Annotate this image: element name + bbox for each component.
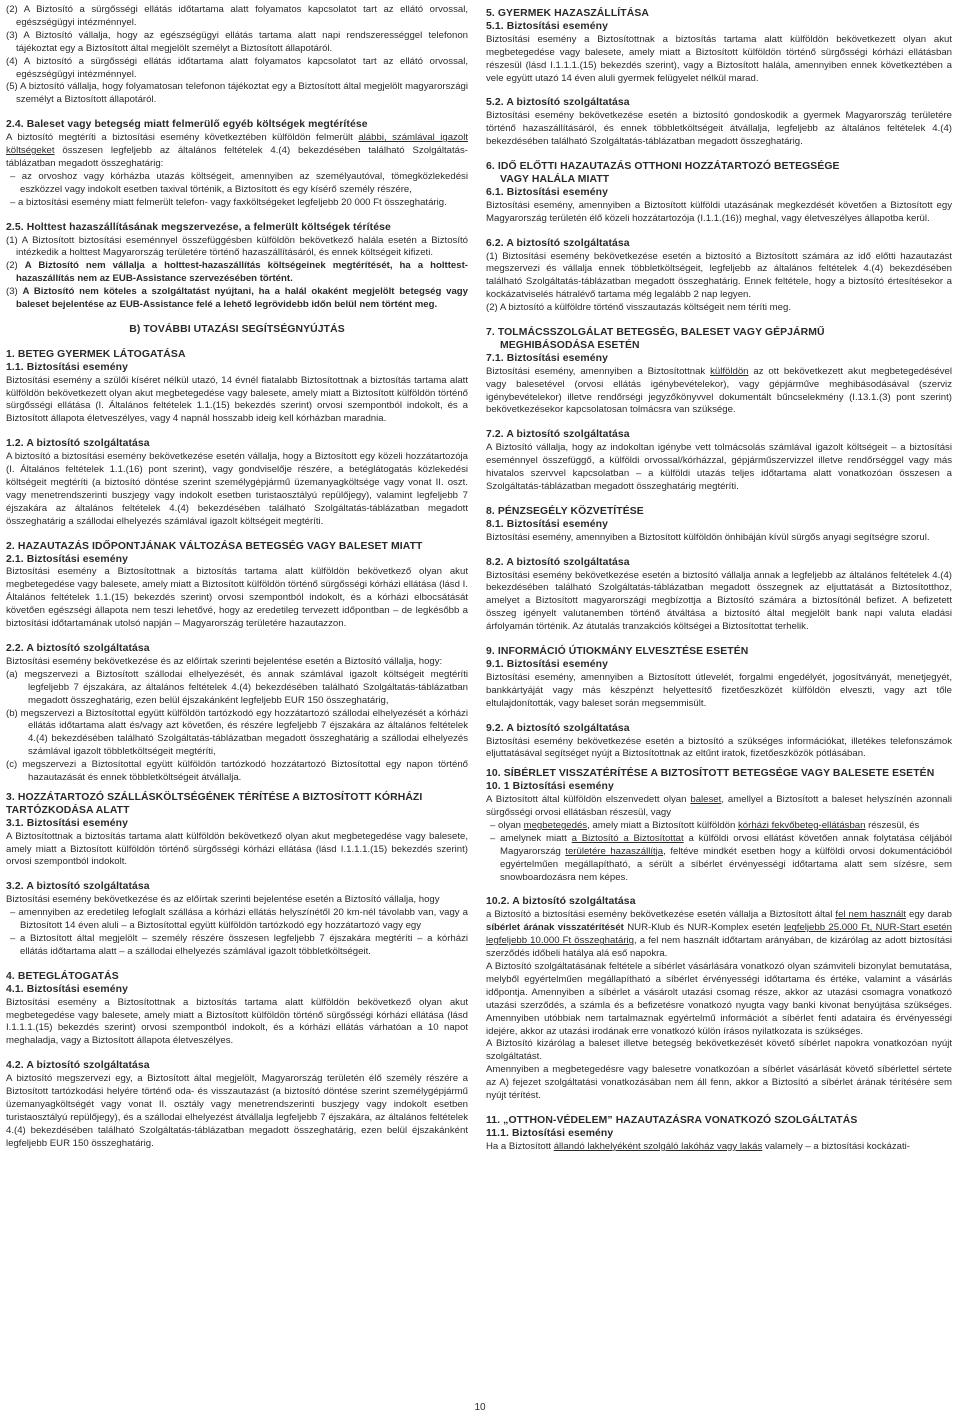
subsection-heading: 7.2. A biztosító szolgáltatása: [486, 429, 630, 441]
subsection-heading: 8.2. A biztosító szolgáltatása: [486, 556, 630, 568]
paragraph: (3) A Biztosító vállalja, hogy az egészségügyi ellátás tartama alatt napi rendszerességgel telefonon tájékoztat egy a Biztosított által megjelölt személyt a Biztosított állapotáról.: [6, 29, 468, 54]
subsection-heading: 6.1. Biztosítási esemény: [486, 186, 608, 198]
paragraph: A Biztosító vállalja, hogy az indokoltan igénybe vett tolmácsolás számlával igazolt költségeit – a biztosítási eseménnyel összefüggő, a külföldi orvossal/kórházzal, gépjárműszervizzel illetve rendőrséggel vagy más hivatalos szervvel kapcsolatban – a külföldi utazás teljes időtartama alatt vonatkozóan összesen a Szolgáltatás-táblázatban megadott összeghatárig megtéríti.: [486, 442, 952, 492]
list-item: – a Biztosított által megjelölt – személy részére összesen legfeljebb 7 éjszakára megtéríti – a kórházi ellátás időtartama alatt – a szállodai elhelyezés számlával igazolt többletköltségeit.: [10, 933, 468, 957]
paragraph: (3) A Biztosító nem köteles a szolgáltatást nyújtani, ha a halál okaként megjelölt betegség vagy baleset bejelentése az EUB-Assistance felé a lehető legrövidebb időn belül nem történt meg.: [6, 286, 469, 311]
chapter-heading: B) TOVÁBBI UTAZÁSI SEGÍTSÉGNYÚJTÁS: [129, 323, 345, 335]
paragraph: (2) A biztosító a külföldre történő visszautazás költségeit nem téríti meg.: [486, 302, 792, 314]
paragraph: A Biztosított által külföldön elszenvedett olyan baleset, amellyel a Biztosított a baleset helyszínén azonnali sürgősségi orvosi ellátásban részesül, vagy: [486, 794, 952, 819]
paragraph: Biztosítási esemény, amennyiben a Biztosítottnak külföldön az ott bekövetkezett akut megbetegedésével vagy balesetével (orvosi ellátás igénybevételekor), vagy gépjárműve meghibásodásával (szerviz igénybevételekor) illetve rendőrségi jegyzőkönyvvel dokumentált bűncselekmény (I.13.1.(3) pont szerint) bekövetkezésekor kapcsolatosan tolmácsra van szüksége.: [486, 365, 952, 416]
section-heading: 3. HOZZÁTARTOZÓ SZÁLLÁSKÖLTSÉGÉNEK TÉRÍTÉSE A BIZTOSÍTOTT KÓRHÁZI: [6, 791, 423, 803]
list-item: – olyan megbetegedés, amely miatt a Biztosított külföldön kórházi fekvőbeteg-ellátásban részesül, és: [490, 819, 920, 831]
subsection-heading: 2.2. A biztosító szolgáltatása: [6, 642, 150, 654]
page-number: 10: [474, 1402, 486, 1413]
paragraph: A biztosító megtéríti a biztosítási esemény következtében külföldön felmerült alábbi, számlával igazolt költségeket összesen legfeljebb az általános feltételek 4.(4) bekezdésében található Szolgáltatás-táblázatban megadott összeghatárig:: [6, 132, 468, 169]
paragraph: Biztosítási esemény bekövetkezése esetén a biztosító gondoskodik a gyermek Magyarország területére történő hazaszállításáról, és ennek többletköltségeit átvállalja, legfeljebb az általános feltételek 4.(4) bekezdésében található Szolgáltatás-táblázatban megadott összeghatárig.: [486, 110, 952, 148]
section-heading-continued: TARTÓZKODÁSA ALATT: [6, 804, 130, 816]
paragraph: (2) A Biztosító a sürgősségi ellátás időtartama alatt folyamatos kapcsolatot tart az ellátó orvossal, egészségügyi intézménnyel.: [6, 4, 468, 28]
subsection-heading: 3.1. Biztosítási esemény: [6, 817, 128, 829]
paragraph: (4) A biztosító a sürgősségi ellátás időtartama alatt folyamatos kapcsolatot tart az ellátó orvossal, egészségügyi intézménnyel.: [6, 55, 468, 80]
subsection-heading: 3.2. A biztosító szolgáltatása: [6, 881, 150, 893]
section-heading: 2.5. Holttest hazaszállításának megszervezése, a felmerült költségek térítése: [6, 221, 391, 233]
paragraph: A Biztosító szolgáltatásának feltétele a síbérlet vásárlására vonatkozó olyan számviteli bizonylat bemutatása, melyből egyértelműen megállapítható a síbérlet érvényességi időtartama és értéke, valamint a vásárlás időpontja. Amennyiben a síbérlet a vásárolt utazási csomag része, akkor az utazási csomagra vonatkozó utazási szerződés, a számla és a befizetésre vonatkozó nyugta vagy banki kivonat benyújtása szükséges. Amennyiben utóbbiak nem tartalmaznak egyértelmű információt a síbérlet fenti adataira és érvényességi idejére, akkor az utazási irodának erre vonatkozó külön írásos nyilatkozata is szükséges.: [486, 961, 952, 1037]
list-item: (b) megszervezi a Biztosítottal együtt külföldön tartózkodó egy hozzátartozó szállodai elhelyezését a kórházi ellátás időtartama alatt és/vagy azt követően, és részére legfeljebb 7 éjszakára az általános feltételek 4.(4) bekezdésében található Szolgáltatás-táblázatban megadott összeghatárig a szállodai elhelyezés számlával igazolt többletköltségeit megtéríti,: [6, 707, 468, 758]
list-item: (a) megszervezi a Biztosított szállodai elhelyezését, és annak számlával igazolt költségeit megtéríti legfeljebb 7 éjszakára, az általános feltételek 4.(4) bekezdésében található Szolgáltatás-táblázatban megadott összeghatárig, ezen belül éjszakánként legfeljebb EUR 150 összeghatárig,: [6, 668, 468, 706]
subsection-heading: 7.1. Biztosítási esemény: [486, 352, 608, 364]
subsection-heading: 5.2. A biztosító szolgáltatása: [486, 97, 630, 109]
paragraph: Ha a Biztosított állandó lakhelyéként szolgáló lakóház vagy lakás valamely – a biztosítási kockázati-: [486, 1140, 910, 1152]
left-column: [6, 4, 468, 1151]
subsection-heading: 2.1. Biztosítási esemény: [6, 553, 128, 565]
subsection-heading: 1.2. A biztosító szolgáltatása: [6, 438, 150, 450]
section-heading: 7. TOLMÁCSSZOLGÁLAT BETEGSÉG, BALESET VAGY GÉPJÁRMŰ: [486, 327, 825, 339]
subsection-heading: 11.1. Biztosítási esemény: [486, 1127, 614, 1139]
right-column: [486, 8, 952, 1154]
section-heading: 2.4. Baleset vagy betegség miatt felmerülő egyéb költségek megtérítése: [6, 119, 368, 131]
subsection-heading: 4.2. A biztosító szolgáltatása: [6, 1060, 150, 1072]
subsection-heading: 5.1. Biztosítási esemény: [486, 20, 608, 32]
list-item: – a biztosítási esemény miatt felmerült telefon- vagy faxköltségeket legfeljebb 20 000 Ft összeghatárig.: [10, 196, 447, 208]
paragraph: Amennyiben a megbetegedésre vagy balesetre vonatkozóan a síbérlet vásárlását követő síbérlettel sértete az A) fejezet szolgáltatási vonatkozásában nem áll fenn, akkor a Biztosító a síbérlet árának térítésére sem nyújt térítést.: [486, 1064, 952, 1102]
section-heading: 2. HAZAUTAZÁS IDŐPONTJÁNAK VÁLTOZÁSA BETEGSÉG VAGY BALESET MIATT: [6, 540, 423, 552]
section-heading-continued: VAGY HALÁLA MIATT: [500, 173, 610, 185]
paragraph: a Biztosító a biztosítási esemény bekövetkezése esetén vállalja a Biztosított által fel nem használt egy darab síbérlet árának visszatérítését NUR-Klub és NUR-Komplex esetén legfeljebb 25.000 Ft, NUR-Start esetén legfeljebb 10.000 Ft összeghatárig, a fel nem használt időtartam arányában, de kizárólag az adott biztosítási szerződés időbeli hatálya alá eső napokra.: [486, 909, 953, 960]
list-item: – az orvoshoz vagy kórházba utazás költségeit, amennyiben az személyautóval, tömegközlekedési eszközzel vagy indokolt esetben taxival történik, a Biztosított és egy kísérő személy részére,: [10, 170, 468, 195]
section-heading: 10. SÍBÉRLET VISSZATÉRÍTÉSE A BIZTOSÍTOTT BETEGSÉGE VAGY BALESETE ESETÉN: [486, 768, 935, 780]
subsection-heading: 9.2. A biztosító szolgáltatása: [486, 722, 630, 734]
paragraph: (2) A Biztosító nem vállalja a holttest-hazaszállítás költségeinek megtérítését, ha a holttest-hazaszállítás nem az EUB-Assistance szervezésében történt.: [6, 260, 468, 285]
subsection-heading: 10.2. A biztosító szolgáltatása: [486, 896, 636, 908]
paragraph: Biztosítási esemény bekövetkezése esetén a biztosító a szükséges információkat, illetékes telefonszámok eljuttatásával segítséget nyújt a Biztosítottnak az eltűnt iratok, fizetőeszközök pótlásában.: [486, 735, 952, 760]
paragraph: Biztosítási esemény, amennyiben a Biztosított külföldön önhibáján kívül sürgős anyagi segítségre szorul.: [486, 531, 930, 543]
paragraph: Biztosítási esemény bekövetkezése és az előírtak szerinti bejelentése esetén a Biztosító vállalja, hogy:: [6, 655, 443, 667]
paragraph: (1) A Biztosított biztosítási eseménnyel összefüggésben külföldön bekövetkező halála esetén a Biztosító intézkedik a holttest Magyarország területére történő hazaszállításáról, és ennek költségeit kifizeti.: [6, 234, 468, 259]
paragraph: Biztosítási esemény, amennyiben a Biztosított külföldi utazásának megkezdését követően a Biztosított egy Magyarország területén élő közeli hozzátartozója (I.1.1.(16)) meghal, vagy életveszélyes állapotba kerül.: [486, 199, 952, 224]
section-heading: 4. BETEGLÁTOGATÁS: [6, 970, 119, 982]
subsection-heading: 1.1. Biztosítási esemény: [6, 361, 128, 373]
section-heading-continued: MEGHIBÁSODÁSA ESETÉN: [500, 339, 640, 351]
list-item: (c) megszervezi a Biztosítottal együtt külföldön tartózkodó hozzátartozó Biztosítottal egy napon történő hazautazását és ennek többletköltségeit átvállalja.: [6, 759, 468, 784]
paragraph: A Biztosító kizárólag a baleset illetve betegség bekövetkezését követő síbérlet napokra vonatkozóan nyújt szolgáltatást.: [486, 1038, 952, 1063]
paragraph: A Biztosítottnak a biztosítás tartama alatt külföldön bekövetkező olyan akut megbetegedése vagy balesete, amely miatt a Biztosított külföldön történő sürgősségi kórházi ellátása (lásd I.1.1.1.(15) bekezdés szerint) orvosi szempontból indokolt.: [6, 830, 468, 868]
paragraph: Biztosítási esemény bekövetkezése esetén a biztosító vállalja annak a legfeljebb az általános feltételek 4.(4) bekezdésében található Szolgáltatás-táblázatban megadott összegnek az eljuttatását a Biztosítotthoz, amelyet a Biztosított magyarországi megbízottja a Biztosító számára a biztosítónál befizet. A befizetett összeg igényelt valutanemben történő átváltása a biztosító által megjelölt bank napi valuta eladási árfolyamán történik. Az átutalás tranzakciós költségei a Biztosítottat terhelik.: [486, 569, 952, 633]
paragraph: A biztosító megszervezi egy, a Biztosított által megjelölt, Magyarország területén élő személy részére a Biztosított tartózkodási helyére történő oda- és visszautazást (a biztosító döntése szerint személygépjármű üzemanyagköltségét vagy vonat II. osztály vagy menetrendszerinti buszjegy vagy indokolt esetben turistaosztályú repülőjegy), és a szállodai elhelyezést átvállalja legfeljebb 7 éjszakára, az általános feltételek 4.(4) bekezdésében található Szolgáltatás-táblázatban megadott összeghatárig, ezen belül éjszakánként legfeljebb EUR 150 összeghatárig.: [6, 1073, 468, 1149]
subsection-heading: 4.1. Biztosítási esemény: [6, 983, 128, 995]
subsection-heading: 6.2. A biztosító szolgáltatása: [486, 237, 630, 249]
section-heading: 8. PÉNZSEGÉLY KÖZVETÍTÉSE: [486, 505, 644, 517]
section-heading: 11. „OTTHON-VÉDELEM” HAZAUTAZÁSRA VONATKOZÓ SZOLGÁLTATÁS: [486, 1114, 858, 1126]
list-item: – amelynek miatt a Biztosító a Biztosítottat a külföldi orvosi ellátást követően annak folytatása céljából Magyarország területére hazaszállítja, feltéve mindkét esetben hogy a külföldi orvosi dokumentációból egyértelműen megállapítható, a sérült a síbérlet érvényességi időtartama alatt sem sízésre, sem snowboardozásra nem képes.: [490, 832, 953, 883]
paragraph: Biztosítási esemény a Biztosítottnak a biztosítás tartama alatt külföldön bekövetkezett olyan akut megbetegedése vagy balesete, amely miatt a Biztosított külföldön történő sürgősségi kórházi ellátásban részesül (lásd I.1.1.1.(15) bekezdés szerint), vagy a Biztosított halála, amennyiben ennek következtében a vele együtt utazó 14 éven aluli gyermek felügyelet nélkül marad.: [486, 33, 952, 84]
paragraph: Biztosítási esemény bekövetkezése és az előírtak szerinti bejelentése esetén a Biztosító vállalja, hogy: [6, 894, 440, 906]
section-heading: 9. INFORMÁCIÓ ÚTIOKMÁNY ELVESZTÉSE ESETÉN: [486, 646, 749, 658]
paragraph: Biztosítási esemény a Biztosítottnak a biztosítás tartama alatt külföldön bekövetkező olyan akut megbetegedése vagy balesete, amely miatt a Biztosított külföldön történő sürgősségi kórházi ellátása (lásd I. Általános feltételek 1.1.(15) bekezdés szerint) orvosi szempontból indokolt, és a kórházi elbocsátását követően egészségi állapota nem teszi lehetővé, hogy az eredetileg tervezett időpontban – de legkésőbb a biztosítási időtartamának utolsó napján – Magyarország területére hazautazzon.: [6, 566, 468, 630]
paragraph: (1) Biztosítási esemény bekövetkezése esetén a biztosító a Biztosított számára az idő előtti hazautazást megszervezi és vállalja ennek többletköltségeit, legfeljebb az általános feltételek 4.(4) bekezdésében található Szolgáltatás-táblázatban megadott összeghatárig. Ennek feltétele, hogy a biztosító értesítésekor a kockázatviselés hátralévő tartama még legalább 2 nap legyen.: [486, 250, 952, 301]
paragraph: A biztosító a biztosítási esemény bekövetkezése esetén vállalja, hogy a Biztosított egy közeli hozzátartozója (I. Általános feltételek 1.1.(16) pont szerint), vagy gondviselője részére, a betéglátogatás közlekedési költségeit megtéríti (a biztosító döntése szerint személygépjármű üzemanyagköltsége vagy vonat II. oszt. vagy menetrendszerinti buszjegy vagy indokolt esetben turistaosztályú repülőjegy), valamint legfeljebb 7 éjszakára az általános feltételek 4.(4) bekezdésében található Szolgáltatás-táblázatban megadott összeghatárig a szállodai elhelyezés számlával igazolt költségeit megtéríti.: [6, 451, 468, 527]
subsection-heading: 9.1. Biztosítási esemény: [486, 658, 608, 670]
list-item: – amennyiben az eredetileg lefoglalt szállása a kórházi ellátás helyszínétől 20 km-nél távolabb van, vagy a Biztosított 14 éven aluli – a Biztosítottal együtt külföldön tartózkodó egy hozzátartozó vagy egy: [10, 907, 468, 932]
paragraph: (5) A biztosító vállalja, hogy folyamatosan telefonon tájékoztat egy a Biztosított által megjelölt magyarországi személyt a Biztosított állapotáról.: [6, 81, 468, 106]
paragraph: Biztosítási esemény a Biztosítottnak a biztosítás tartama alatt külföldön bekövetkező olyan akut megbetegedése vagy balesete, amely miatt a Biztosított külföldön történő sürgősségi kórházi ellátása (lásd I.1.1.1.(15) bekezdés szerint) orvosi szempontból indokolt, és a kórházi ellátás várhatóan a 10 napot meghaladja, vagy a Biztosított állapota életveszélyes.: [6, 996, 468, 1047]
paragraph: Biztosítási esemény a szülői kíséret nélkül utazó, 14 évnél fiatalabb Biztosítottnak a biztosítás tartama alatt külföldön bekövetkezett olyan akut megbetegedése vagy balesete, amely miatt a Biztosított külföldön történő sürgősségi ellátása (I. Általános feltételek 1.1.(15) bekezdés szerint) orvosi szempontból indokolt, és a Biztosított állapota életveszélyes, vagy 4 napnál hosszabb ideig kell kórházban maradnia.: [6, 374, 468, 425]
section-heading: 6. IDŐ ELŐTTI HAZAUTAZÁS OTTHONI HOZZÁTARTOZÓ BETEGSÉGE: [486, 161, 840, 173]
subsection-heading: 8.1. Biztosítási esemény: [486, 518, 608, 530]
subsection-heading: 10. 1 Biztosítási esemény: [486, 781, 614, 793]
section-heading: 1. BETEG GYERMEK LÁTOGATÁSA: [6, 348, 186, 360]
section-heading: 5. GYERMEK HAZASZÁLLÍTÁSA: [486, 8, 649, 19]
paragraph: Biztosítási esemény, amennyiben a Biztosított útlevelét, forgalmi engedélyét, jogosítványát, menetjegyét, bankkártyáját vagy más készpénzt helyettesítő fizetőeszközét külföldön elveszti, vagy azt tőle eltulajdonították, vagy baleset során megsemmisült.: [486, 671, 952, 709]
